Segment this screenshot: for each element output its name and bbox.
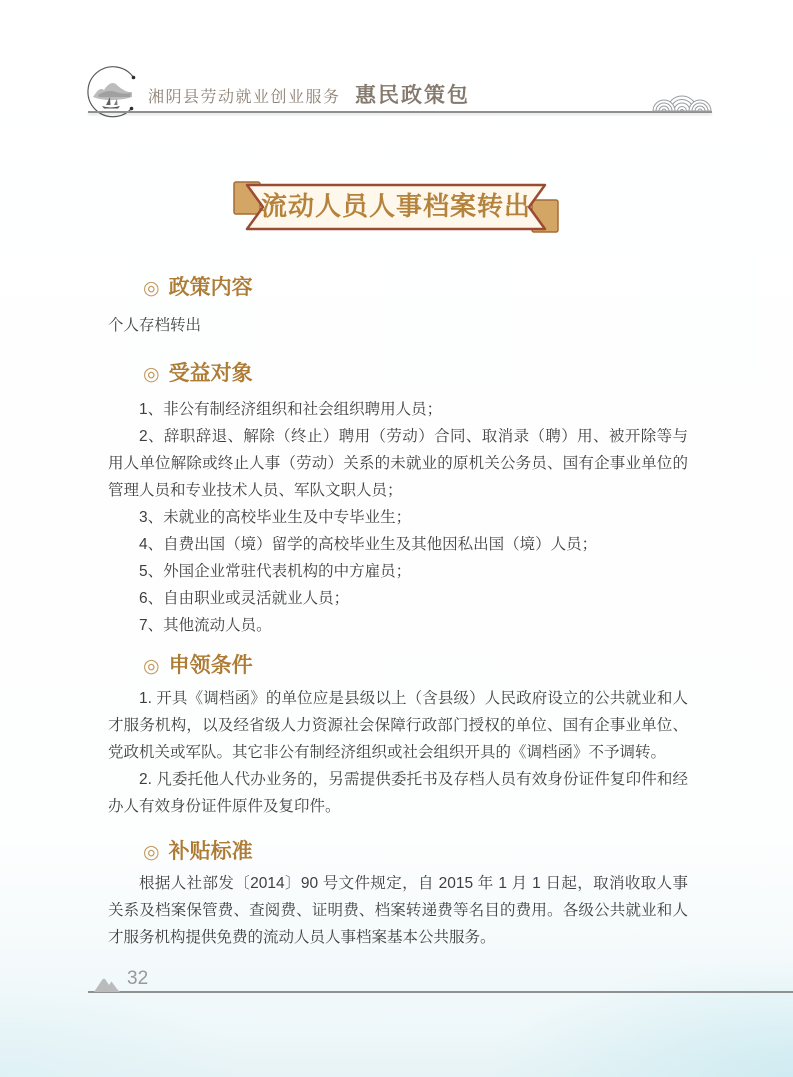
mountain-icon: [94, 975, 124, 997]
policy-title-banner: [231, 181, 561, 233]
beneficiary-list: [108, 396, 688, 639]
list-item: 5、外国企业常驻代表机构的中方雇员；: [139, 563, 412, 580]
section-heading-beneficiaries: ◎ 受益对象: [143, 362, 253, 385]
double-circle-icon: ◎: [143, 364, 160, 385]
header-brand: [148, 79, 470, 109]
banner-title: 流动人员人事档案转出: [260, 191, 531, 221]
page-content: [108, 262, 688, 951]
section-heading-subsidy-standard: ◎ 补贴标准: [143, 840, 253, 863]
policy-content-text: 个人存档转出: [108, 317, 202, 334]
cloud-pattern-icon: [652, 84, 712, 117]
list-item: 7、其他流动人员。: [139, 617, 272, 634]
double-circle-icon: ◎: [143, 278, 160, 299]
list-item: 3、未就业的高校毕业生及中专毕业生；: [139, 509, 412, 526]
brand-text: 湘阴县劳动就业创业服务: [148, 89, 341, 106]
double-circle-icon: ◎: [143, 656, 160, 677]
header-divider: [88, 111, 712, 113]
condition-paragraph: 2. 凡委托他人代办业务的，另需提供委托书及存档人员有效身份证件复印件和经办人有效身份证件原件及复印件。: [108, 771, 688, 815]
condition-paragraph: 1. 开具《调档函》的单位应是县级以上（含县级）人民政府设立的公共就业和人才服务机构，以及经省级人力资源社会保障行政部门授权的单位、国有企事业单位、党政机关或军队。其它非公有制经济组织或社会组织开具的《调档函》不予调转。: [108, 690, 688, 761]
section-heading-application-conditions: ◎ 申领条件: [143, 654, 253, 677]
section-heading-policy-content: ◎ 政策内容: [143, 276, 253, 299]
page-number: 32: [127, 968, 149, 989]
list-item: 4、自费出国（境）留学的高校毕业生及其他因私出国（境）人员；: [139, 536, 598, 553]
subsidy-paragraph: 根据人社部发〔2014〕90 号文件规定，自 2015 年 1 月 1 日起，取消收取人事关系及档案保管费、查阅费、证明费、档案转递费等名目的费用。各级公共就业和人才服务机构提供免费的流动人员人事档案基本公共服务。: [108, 875, 688, 946]
list-item: 2、辞职辞退、解除（终止）聘用（劳动）合同、取消录（聘）用、被开除等与用人单位解除或终止人事（劳动）关系的未就业的原机关公务员、国有企事业单位的管理人员和专业技术人员、军队文职人员；: [108, 428, 688, 499]
list-item: 1、非公有制经济组织和社会组织聘用人员；: [139, 401, 443, 418]
brand-script-text: 惠民政策包: [354, 84, 470, 107]
list-item: 6、自由职业或灵活就业人员；: [139, 590, 350, 607]
footer-divider: [88, 991, 793, 993]
ink-landscape-logo-icon: [86, 64, 140, 123]
double-circle-icon: ◎: [143, 842, 160, 863]
